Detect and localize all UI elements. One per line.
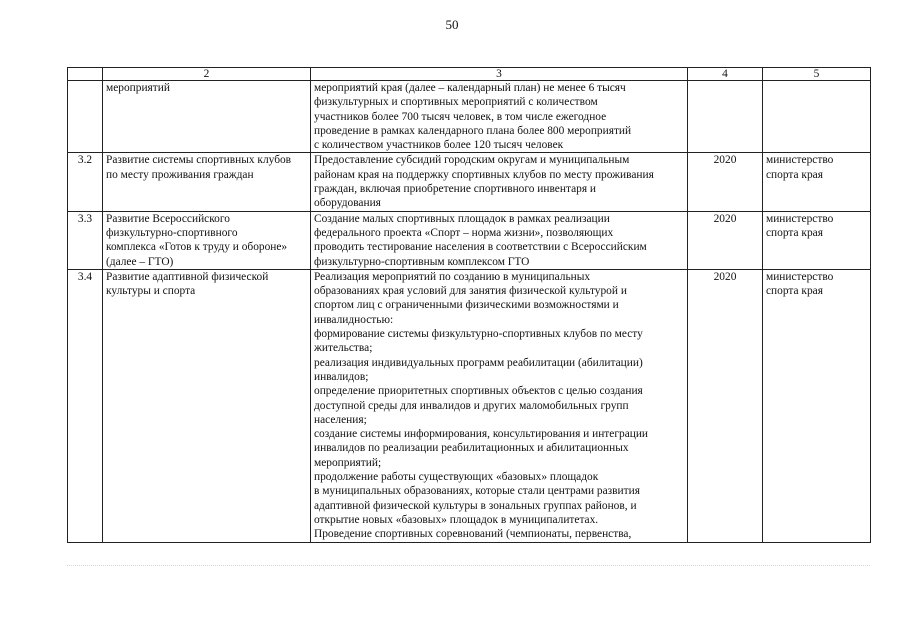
header-cell-number [68, 68, 103, 81]
executor-cell [763, 81, 871, 153]
measure-description-line: Проведение спортивных соревнований (чемпионаты, первенства, [314, 528, 632, 541]
measure-description-line: районам края на поддержку спортивных клубов по месту проживания [314, 168, 654, 181]
measures-table [67, 67, 871, 543]
measure-name-line: Развитие Всероссийского [106, 212, 230, 225]
year-cell: 2020 [688, 153, 763, 211]
executor-line: спорта края [766, 285, 823, 298]
measure-description-line: спортом лиц с ограниченными физическими возможностями и [314, 299, 619, 312]
measure-description-line: физкультурных и спортивных мероприятий с количеством [314, 96, 598, 109]
measure-description-line: определение приоритетных спортивных объектов с целью создания [314, 385, 643, 398]
measure-description-line: адаптивной физической культуры в зональных группах районов, и [314, 499, 637, 512]
row-number-cell [68, 81, 103, 153]
measure-description-line: Реализация мероприятий по созданию в муниципальных [314, 270, 591, 283]
bottom-divider [67, 565, 870, 570]
measure-name-line: по месту проживания граждан [106, 168, 254, 181]
row-number-cell: 3.3 [68, 211, 103, 269]
table-row [68, 81, 871, 153]
measure-name-line: Развитие адаптивной физической [106, 270, 269, 283]
header-cell-description: 3 [311, 68, 688, 81]
measure-name-line: Развитие системы спортивных клубов [106, 154, 292, 167]
executor-line: министерство [766, 270, 834, 283]
measure-description-line: оборудования [314, 197, 381, 210]
measure-name-cell [103, 153, 311, 211]
header-cell-executor: 5 [763, 68, 871, 81]
table-row [68, 153, 871, 211]
measure-name-line: культуры и спорта [106, 285, 196, 298]
measure-description-line: мероприятий; [314, 456, 382, 469]
executor-line: министерство [766, 212, 834, 225]
page-number: 50 [445, 17, 459, 32]
table-row [68, 269, 871, 542]
measure-description-line: Создание малых спортивных площадок в рамках реализации [314, 212, 610, 225]
measure-name-line: (далее – ГТО) [106, 255, 174, 268]
measure-description-line: с количеством участников более 120 тысяч человек [314, 139, 564, 152]
measure-description-line: формирование системы физкультурно-спортивных клубов по месту [314, 328, 643, 341]
executor-cell [763, 153, 871, 211]
header-cell-name: 2 [103, 68, 311, 81]
measure-name-cell [103, 81, 311, 153]
executor-line: спорта края [766, 168, 823, 181]
measure-description-line: участников более 700 тысяч человек, в том числе ежегодное [314, 110, 607, 123]
measure-description-line: жительства; [314, 342, 373, 355]
measure-name-line: комплекса «Готов к труду и обороне» [106, 241, 288, 254]
measure-description-line: инвалидов по реализации реабилитационных и абилитационных [314, 442, 629, 455]
measure-description-line: проводить тестирование населения в соответствии с Всероссийским [314, 241, 647, 254]
measure-description-line: доступной среды для инвалидов и других маломобильных групп [314, 399, 629, 412]
table-header [68, 68, 871, 81]
measure-name-line: физкультурно-спортивного [106, 226, 238, 239]
measure-description-line: продолжение работы существующих «базовых» площадок [314, 471, 599, 484]
row-number-cell: 3.4 [68, 269, 103, 542]
year-cell: 2020 [688, 269, 763, 542]
year-cell: 2020 [688, 211, 763, 269]
measure-name-cell [103, 269, 311, 542]
measure-description-line: Предоставление субсидий городским округам и муниципальным [314, 154, 630, 167]
executor-cell [763, 269, 871, 542]
measure-description-line: инвалидов; [314, 370, 369, 383]
executor-line: министерство [766, 154, 834, 167]
executor-line: спорта края [766, 226, 823, 239]
measure-description-line: граждан, включая приобретение спортивного инвентаря и [314, 183, 597, 196]
measure-description-cell [311, 211, 688, 269]
measure-description-line: образованиях края условий для занятия физической культурой и [314, 285, 627, 298]
measure-description-line: населения; [314, 413, 367, 426]
measure-name-line: мероприятий [106, 82, 170, 94]
measure-description-line: мероприятий края (далее – календарный план) не менее 6 тысяч [314, 82, 626, 94]
header-cell-year: 4 [688, 68, 763, 81]
executor-cell [763, 211, 871, 269]
measure-description-cell [311, 269, 688, 542]
measure-description-line: в муниципальных образованиях, которые стали центрами развития [314, 485, 640, 498]
table-body [68, 81, 871, 543]
row-number-cell: 3.2 [68, 153, 103, 211]
measure-description-line: создание системы информирования, консультирования и интеграции [314, 428, 649, 441]
measure-description-line: физкультурно-спортивным комплексом ГТО [314, 255, 530, 268]
year-cell [688, 81, 763, 153]
measure-description-line: реализация индивидуальных программ реабилитации (абилитации) [314, 356, 643, 369]
table-row [68, 211, 871, 269]
measure-name-cell [103, 211, 311, 269]
measure-description-line: открытие новых «базовых» площадок в муниципалитетах. [314, 513, 599, 526]
measure-description-line: инвалидностью: [314, 313, 394, 326]
measure-description-cell [311, 153, 688, 211]
measure-description-line: федерального проекта «Спорт – норма жизни», позволяющих [314, 226, 614, 239]
measure-description-line: проведение в рамках календарного плана более 800 мероприятий [314, 124, 632, 137]
measure-description-cell [311, 81, 688, 153]
